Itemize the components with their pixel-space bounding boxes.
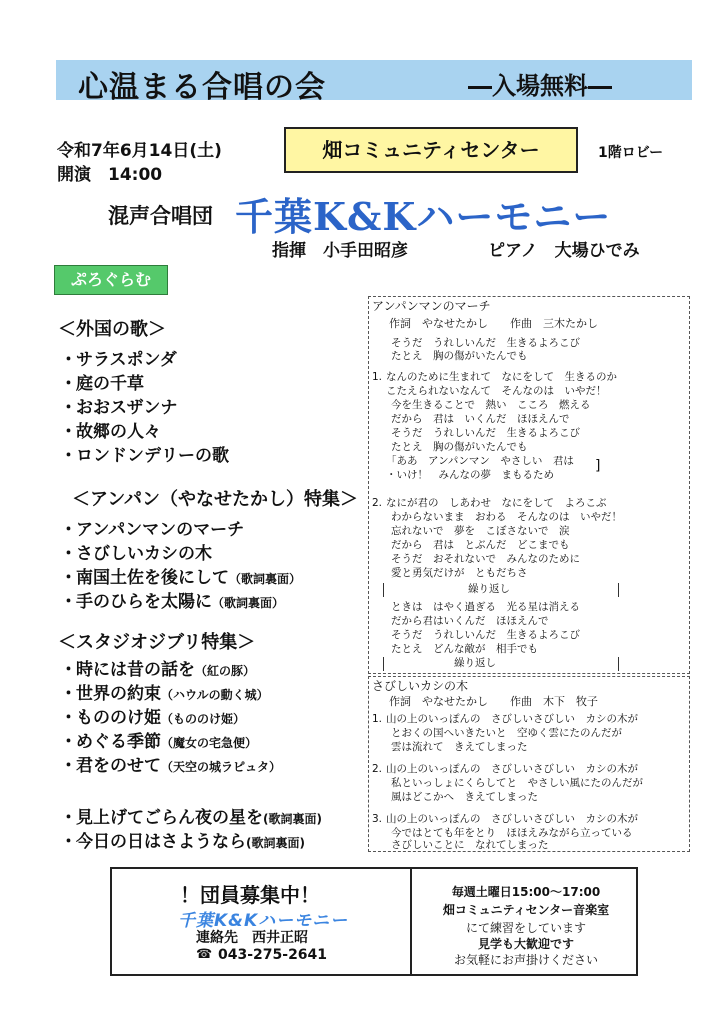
lyrics-line: こたえられないなんて そんなのは いやだ！: [386, 385, 607, 397]
song-item: ・今日の日はさようなら(歌詞裏面): [60, 832, 305, 852]
song-item: ・南国土佐を後にして（歌詞裏面）: [60, 568, 302, 588]
lyrics-box-anpanman: [368, 296, 690, 674]
lyrics-line: だから君はいくんだ ほほえんで: [391, 615, 549, 627]
conductor: 指揮 小手田昭彦: [272, 241, 408, 261]
lyrics-line: とおくの国へいきたいと 空ゆく雲にたのんだが: [391, 727, 622, 739]
song-item: ・サラスポンダ: [60, 350, 177, 370]
section-heading-foreign: ＜外国の歌＞: [58, 319, 166, 340]
song-item: ・おおスザンナ: [60, 398, 178, 418]
song-item: ・世界の約束（ハウルの動く城）: [60, 684, 269, 704]
song-item: ・手のひらを太陽に（歌詞裏面）: [60, 592, 285, 612]
lyrics-line: たとえ どんな敵が 相手でも: [391, 643, 538, 655]
lyrics-line: 今を生きることで 熱い こころ 燃える: [391, 399, 591, 411]
pianist: ピアノ 大場ひでみ: [488, 241, 640, 261]
lyrics-line: 今ではとても年をとり ほほえみながら立っている: [391, 827, 633, 839]
lyrics-line: さびしいことに なれてしまった: [391, 839, 549, 851]
lyrics-line: なにが君の しあわせ なにをして よろこぶ: [386, 497, 607, 509]
repeat-marker: 繰り返し: [383, 657, 619, 671]
lyrics-line: 「ああ アンパンマン やさしい 君は: [386, 455, 574, 467]
verse-number: 2.: [372, 763, 383, 775]
event-start-time: 開演 14:00: [57, 165, 163, 185]
recruitment-box: [110, 867, 638, 976]
song-item: ・見上げてごらん夜の星を(歌詞裏面): [60, 808, 322, 828]
contact-name: 連絡先 西井正昭: [196, 930, 308, 946]
venue-floor: 1階ロビー: [598, 145, 664, 161]
lyrics-line: わからないまま おわる そんなのは いやだ！: [391, 511, 622, 523]
song-item: ・ロンドンデリーの歌: [60, 446, 229, 466]
lyrics-line: 山の上のいっぽんの さびしいさびしい カシの木が: [386, 713, 638, 725]
repeat-marker: 繰り返し: [383, 583, 619, 597]
verse-number: 1.: [372, 371, 383, 383]
song-item: ・故郷の人々: [60, 422, 161, 442]
lyrics-line: 山の上のいっぽんの さびしいさびしい カシの木が: [386, 763, 638, 775]
lyrics-line: 忘れないで 夢を こぼさないで 涙: [391, 525, 570, 537]
phone-icon: ☎: [196, 947, 213, 962]
choir-type: 混声合唱団: [108, 204, 213, 228]
lyrics-line: そうだ うれしいんだ 生きるよろこび: [391, 337, 580, 349]
choir-name: 千葉K&Kハーモニー: [235, 194, 612, 239]
lyrics-line: だから 君は いくんだ ほほえんで: [391, 413, 570, 425]
section-heading-ghibli: ＜スタジオジブリ特集＞: [58, 632, 256, 653]
contact-phone: 043-275-2641: [218, 947, 328, 963]
lyrics-line: そうだ おそれないで みんなのために: [391, 553, 580, 565]
lyrics-line: 私といっしょにくらしてと やさしい風にたのんだが: [391, 777, 643, 789]
verse-number: 2.: [372, 497, 383, 509]
song-item: ・アンパンマンのマーチ: [60, 520, 245, 540]
practice-place: 畑コミュニティセンター音楽室: [442, 903, 610, 917]
song-item: ・時には昔の話を（紅の豚）: [60, 660, 256, 680]
verse-number: 1.: [372, 713, 383, 725]
lyrics-line: 愛と勇気だけが ともだちさ: [391, 567, 528, 579]
song-item: ・さびしいカシの木: [60, 544, 212, 564]
program-badge: ぷろぐらむ: [54, 265, 168, 295]
lyrics-line: たとえ 胸の傷がいたんでも: [391, 350, 528, 362]
lyrics-line: 雲は流れて きえてしまった: [391, 741, 528, 753]
lyrics-box-kashinoki: [368, 676, 690, 852]
page-title: 心温まる合唱の会: [78, 70, 326, 105]
invite-note: お気軽にお声掛けください: [453, 953, 598, 967]
recruit-title: ！団員募集中！: [180, 883, 320, 907]
lyrics-line: ときは はやく過ぎる 光る星は消える: [391, 601, 580, 613]
bracket-right: ]: [595, 458, 601, 474]
lyrics-line: なんのために生まれて なにをして 生きるのか: [386, 371, 617, 383]
event-date: 令和7年6月14日(土): [57, 141, 222, 161]
lyrics-line: そうだ うれしいんだ 生きるよろこび: [391, 427, 580, 439]
lyrics-title: さびしいカシの木: [372, 679, 469, 693]
song-item: ・もののけ姫（もののけ姫）: [60, 708, 246, 728]
verse-number: 3.: [372, 813, 383, 825]
lyrics-line: ・いけ！ みんなの夢 まもるため: [386, 469, 554, 481]
choir-logo: 千葉K&Kハーモニー: [178, 911, 349, 931]
practice-schedule: 毎週土曜日15:00～17:00: [451, 885, 601, 899]
lyrics-title: アンパンマンのマーチ: [372, 299, 491, 313]
lyrics-credit: 作詞 やなせたかし 作曲 三木たかし: [389, 317, 598, 330]
practice-note: にて練習をしています: [465, 921, 586, 935]
section-heading-anpan: ＜アンパン（やなせたかし）特集＞: [72, 489, 359, 510]
song-item: ・庭の千草: [60, 374, 144, 394]
welcome-note: 見学も大歓迎です: [477, 937, 574, 951]
page-subtitle: ―入場無料―: [468, 72, 612, 100]
lyrics-line: だから 君は とぶんだ どこまでも: [391, 539, 570, 551]
song-item: ・めぐる季節（魔女の宅急便）: [60, 732, 258, 752]
venue-box: 畑コミュニティセンター: [284, 127, 578, 173]
lyrics-line: そうだ うれしいんだ 生きるよろこび: [391, 629, 580, 641]
lyrics-line: 山の上のいっぽんの さびしいさびしい カシの木が: [386, 813, 638, 825]
lyrics-line: たとえ 胸の傷がいたんでも: [391, 441, 528, 453]
song-item: ・君をのせて（天空の城ラピュタ）: [60, 756, 282, 776]
title-banner: [56, 60, 692, 105]
lyrics-credit: 作詞 やなせたかし 作曲 木下 牧子: [389, 695, 598, 708]
lyrics-line: 風はどこかへ きえてしまった: [391, 791, 538, 803]
